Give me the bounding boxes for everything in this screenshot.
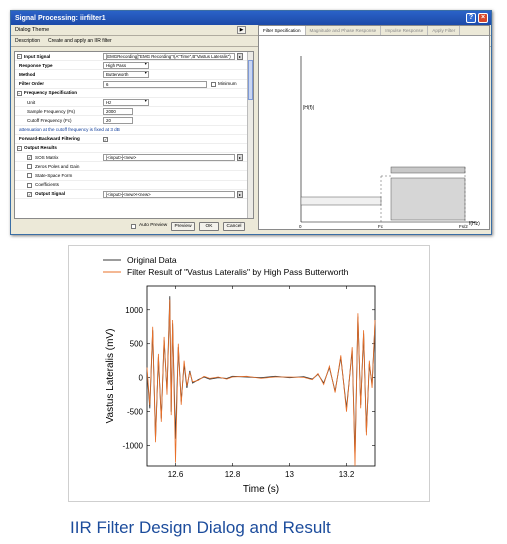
expand-arrow-icon[interactable]: ▶ <box>237 26 246 34</box>
x-tick-label: 13.2 <box>338 470 355 479</box>
option-checkbox[interactable] <box>27 173 32 178</box>
spec-tick-0: 0 <box>299 224 302 229</box>
setting-value[interactable]: [<input>]<new> <box>103 154 235 161</box>
series-line-original <box>147 296 375 456</box>
setting-row <box>15 190 253 199</box>
cancel-button[interactable]: Cancel <box>223 222 245 231</box>
x-tick-label: 12.6 <box>167 470 184 479</box>
spec-tick-nyquist: Fs/2 <box>459 224 468 229</box>
setting-label: State-Space Form <box>35 173 73 179</box>
setting-label: Output Results <box>24 145 57 151</box>
setting-value[interactable]: 2000 <box>103 108 133 115</box>
browse-button[interactable]: ▸ <box>238 155 241 161</box>
auto-preview-checkbox[interactable] <box>131 224 136 229</box>
minimum-label: Minimum <box>218 81 237 87</box>
preview-tabs <box>259 26 489 36</box>
setting-row <box>15 181 253 190</box>
setting-row <box>15 80 253 89</box>
legend-entry: Original Data <box>127 255 177 265</box>
forward-backward-checkbox[interactable]: ✓ <box>104 136 108 142</box>
plot-area-frame <box>147 286 375 466</box>
y-tick-label: 0 <box>138 373 143 383</box>
dialog-title: Signal Processing: iirfilter1 <box>15 14 106 22</box>
collapse-toggle-icon[interactable]: − <box>18 90 21 96</box>
setting-value[interactable]: Butterworth ▾ <box>103 71 149 78</box>
setting-label: Forward-Backward Filtering <box>19 136 80 142</box>
preview-tab[interactable]: Filter Specification <box>259 26 306 35</box>
option-checkbox[interactable] <box>27 183 32 188</box>
setting-row <box>15 61 253 70</box>
y-axis-label: Vastus Lateralis (mV) <box>105 328 116 424</box>
preview-panel <box>258 25 490 230</box>
stopband-region <box>301 197 381 205</box>
setting-label: Input Signal <box>24 53 51 59</box>
setting-label: Method <box>19 71 36 77</box>
setting-label: attenuation at the cutoff frequency is fixed at 3 dB <box>19 127 120 133</box>
setting-value[interactable]: Hz ▾ <box>103 99 149 106</box>
setting-label: Output Signal <box>35 191 66 197</box>
setting-value[interactable]: High Pass ▾ <box>103 62 149 69</box>
series-line-filtered <box>147 300 375 466</box>
description-label: Description <box>15 38 41 44</box>
setting-row <box>15 70 253 79</box>
collapse-toggle-icon[interactable]: − <box>18 54 21 59</box>
passband-ripple-region <box>391 167 465 173</box>
dialog-theme-label: Dialog Theme <box>15 27 50 33</box>
y-tick-label: 1000 <box>125 305 143 315</box>
setting-label: Sample Frequency (Fs) <box>27 108 75 114</box>
setting-value[interactable]: 6 <box>103 81 207 88</box>
setting-row <box>15 144 253 153</box>
preview-tab[interactable]: Magnitude and Phase Response <box>306 26 382 35</box>
option-checkbox[interactable]: ✓ <box>28 155 32 161</box>
setting-row <box>15 52 253 61</box>
option-checkbox[interactable]: ✓ <box>28 191 32 197</box>
preview-button[interactable]: Preview <box>171 222 195 231</box>
setting-label: Filter Order <box>19 81 45 87</box>
preview-tab[interactable]: Apply Filter <box>428 26 460 35</box>
y-tick-label: -500 <box>126 407 143 417</box>
x-tick-label: 13 <box>285 470 294 479</box>
setting-row <box>15 107 253 116</box>
y-tick-label: 500 <box>129 339 143 349</box>
setting-label: Response Type <box>19 62 53 68</box>
dialog-button-bar <box>11 222 491 232</box>
setting-label: Frequency Specification <box>24 90 78 96</box>
setting-row <box>15 153 253 162</box>
setting-row <box>15 89 253 98</box>
setting-row <box>15 116 253 125</box>
description-text: Create and apply an IIR filter <box>48 38 112 44</box>
setting-label: Unit <box>27 99 36 105</box>
setting-row <box>15 171 253 180</box>
setting-row <box>15 98 253 107</box>
x-axis-label: Time (s) <box>242 484 280 495</box>
result-chart <box>69 246 429 501</box>
setting-row <box>15 135 253 144</box>
setting-label: SOS Matrix <box>35 154 59 160</box>
spec-x-label: f(Hz) <box>469 221 480 227</box>
x-tick-label: 12.8 <box>224 470 241 479</box>
setting-value[interactable]: [<input>]<new>!<new> <box>103 191 235 198</box>
passband-region <box>391 178 465 220</box>
help-icon[interactable]: ? <box>466 13 476 23</box>
figure-caption: IIR Filter Design Dialog and Result <box>70 518 331 537</box>
spec-y-label: |H(f)| <box>303 105 314 111</box>
minimum-checkbox[interactable] <box>211 82 216 87</box>
auto-preview-label: Auto Preview <box>139 223 168 228</box>
setting-value[interactable]: 20 <box>103 117 133 124</box>
option-checkbox[interactable] <box>27 164 32 169</box>
close-icon[interactable]: × <box>478 13 488 23</box>
setting-value[interactable]: [EMGRecording]"EMG Recording"!(A"Time",B"Vastus Lateralis") <box>103 53 235 60</box>
browse-button[interactable]: ▸ <box>238 191 241 197</box>
filter-spec-plot <box>259 36 489 229</box>
setting-row <box>15 162 253 171</box>
collapse-toggle-icon[interactable]: − <box>18 145 21 151</box>
spec-tick-fc: Fc <box>378 224 383 229</box>
dialog-titlebar <box>11 11 491 25</box>
settings-scrollbar[interactable] <box>247 52 253 218</box>
setting-label: Coefficients <box>35 182 59 188</box>
ok-button[interactable]: OK <box>199 222 219 231</box>
preview-tab[interactable]: Impulse Response <box>381 26 428 35</box>
setting-row <box>15 126 253 135</box>
iir-filter-dialog <box>10 10 492 235</box>
legend-entry: Filter Result of "Vastus Lateralis" by High Pass Butterworth <box>127 267 349 277</box>
browse-button[interactable]: ▸ <box>238 54 241 59</box>
setting-label: Cutoff Frequency (Fc) <box>27 117 72 123</box>
result-chart-frame <box>68 245 430 502</box>
y-tick-label: -1000 <box>122 441 143 451</box>
settings-tree-panel <box>14 51 254 219</box>
setting-label: Zeros Poles and Gain <box>35 163 80 169</box>
